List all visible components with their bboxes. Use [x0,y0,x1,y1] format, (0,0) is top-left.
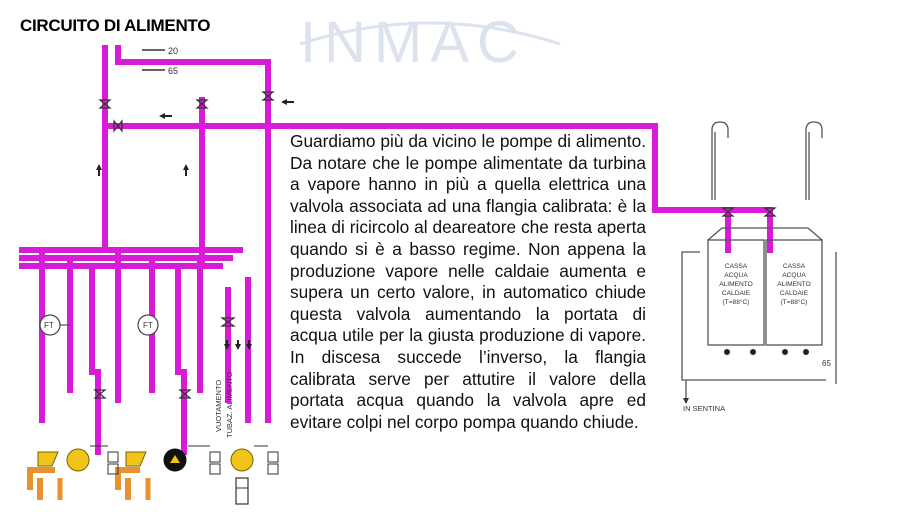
flow-transmitters [40,315,158,335]
body-paragraph: Guardiamo più da vicino le pompe di alimento. Da notare che le pompe alimentate da turbina a vapore hanno in più a quella elettrica una valvola associata ad una flangia calibrata: è la linea di ricircolo al deareatore che resta aperta quando si è a basso regime. Non appena la produzione vapore nelle caldaie aumenta e supera un certo valore, in automatico chiude questa valvola aumentando la portata di acqua utile per la giusta produzione di vapore. In discesa succede l’inverso, la flangia calibrata serve per attutire il valore della portata acqua quando la valvola apre ed evitare colpi nel corpo pompa quando chiude. [290,131,646,432]
pipe-label-65-right: 65 [822,359,831,368]
svg-text:CALDAIE: CALDAIE [721,290,751,297]
turbine-icon [38,452,58,466]
pump-icon [231,449,253,471]
svg-text:CALDAIE: CALDAIE [779,290,809,297]
pipe-label-20: 20 [168,46,179,56]
svg-text:CASSA: CASSA [724,263,748,270]
pipe-label-65: 65 [168,66,179,76]
feed-pipe-label-vertical: TUBAZ. ALIMENTO [225,371,234,438]
ft-label: FT [44,321,54,330]
pump-icon [67,449,89,471]
turbine-icon [126,452,146,466]
motor-icon [236,478,248,504]
tank-right-label [777,263,811,306]
svg-text:ACQUA: ACQUA [724,272,748,279]
feed-tanks [682,122,836,398]
svg-text:CASSA: CASSA [782,263,806,270]
watermark: INMAC [300,10,527,75]
tank-left-label [719,263,753,306]
flow-arrows [96,99,294,350]
pump-units [30,446,278,504]
svg-text:ALIMENTO: ALIMENTO [777,281,811,288]
bilge-label: IN SENTINA [683,404,726,413]
slide-title: CIRCUITO DI ALIMENTO [20,16,211,35]
drain-label-vertical: VUOTAMENTO [214,379,223,432]
svg-text:ACQUA: ACQUA [782,272,806,279]
tank-outlets [724,349,809,355]
svg-text:(T=88°C): (T=88°C) [722,299,750,306]
svg-text:ALIMENTO: ALIMENTO [719,281,753,288]
ft-label: FT [143,321,153,330]
svg-text:(T=88°C): (T=88°C) [780,299,808,306]
